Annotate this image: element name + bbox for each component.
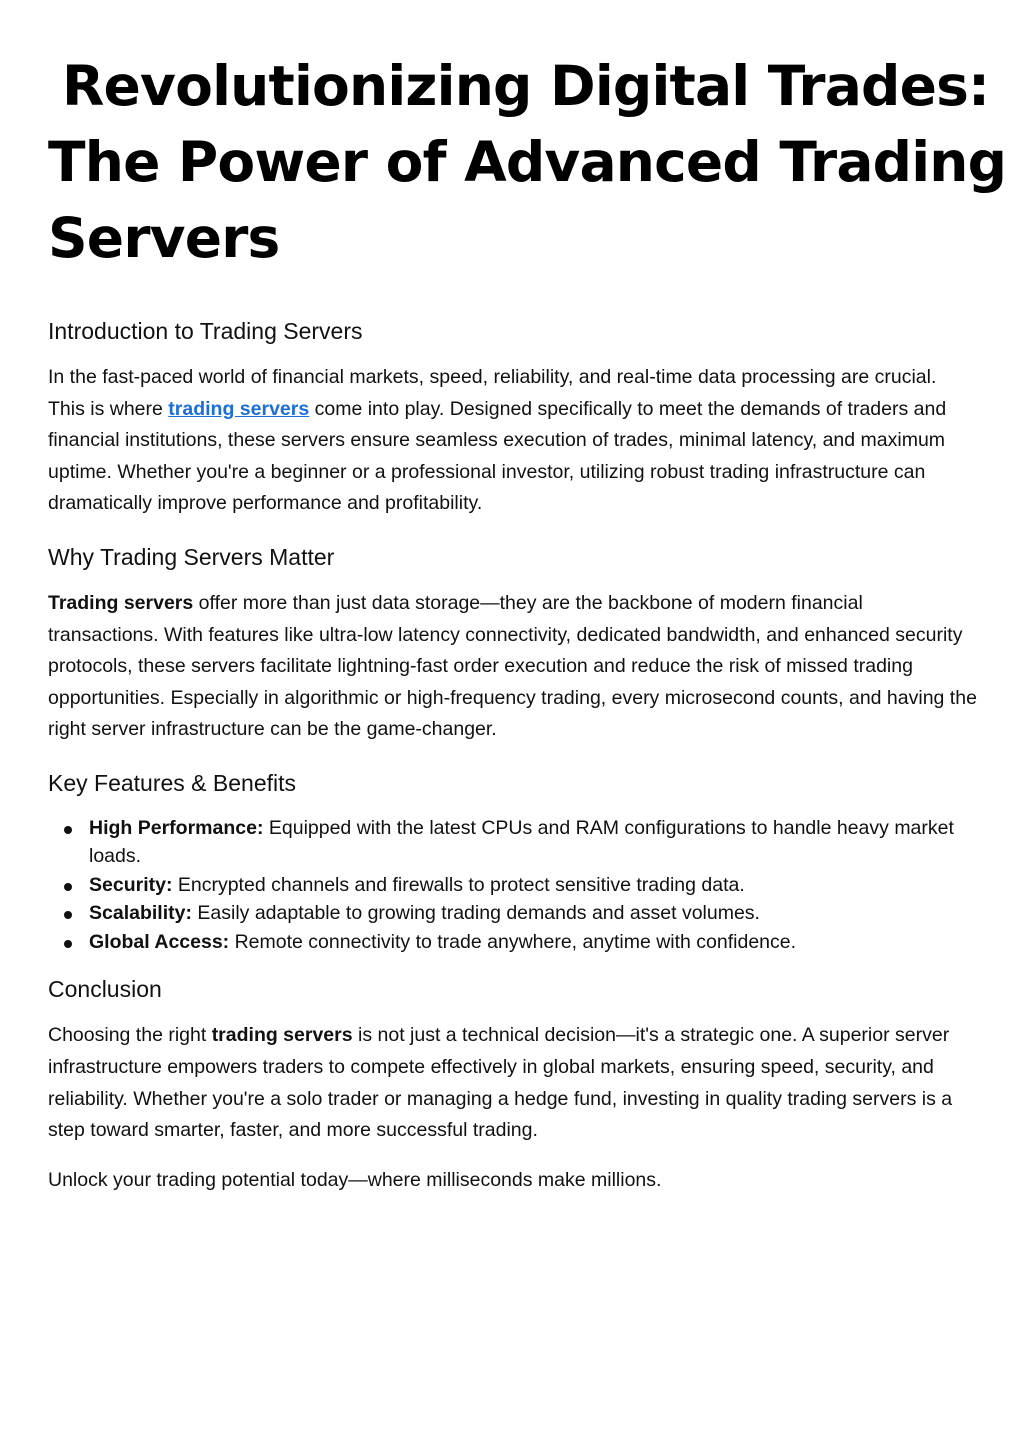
bullet-icon — [64, 826, 72, 834]
feature-label: Scalability: — [89, 902, 192, 925]
title-line-2: The Power of Advanced Trading — [48, 130, 1007, 194]
intro-paragraph — [48, 362, 978, 520]
conclusion-paragraph — [48, 1020, 978, 1146]
conclusion-bold: trading servers — [211, 1024, 353, 1047]
feature-label: High Performance: — [89, 816, 264, 839]
intro-text-start: In the fast-paced world of financial markets, speed, reliability, and real-time data processing are crucial. This is where — [48, 366, 937, 420]
feature-text: Remote connectivity to trade anywhere, anytime with confidence. — [229, 930, 797, 953]
list-item — [48, 814, 978, 871]
article — [48, 48, 1007, 1196]
features-heading: Key Features & Benefits — [48, 769, 297, 796]
bullet-icon — [64, 883, 72, 891]
feature-text: Equipped with the latest CPUs and RAM configurations to handle heavy market loads. — [89, 816, 954, 868]
list-item — [48, 871, 978, 900]
list-item — [48, 899, 978, 928]
conclusion-heading: Conclusion — [48, 976, 162, 1003]
trading-servers-link[interactable]: trading servers — [168, 397, 310, 420]
conclusion-text-start: Choosing the right — [48, 1024, 212, 1047]
title-line-1: Revolutionizing Digital Trades: — [62, 54, 990, 118]
why-bold-lead: Trading servers — [48, 591, 194, 614]
intro-text-end: come into play. Designed specifically to meet the demands of traders and financial institutions, these servers ensure seamless execution of trades, minimal latency, and maximum uptime. Whether you're a beginner or a professional investor, utilizing robust trading infrastructure can dramatically improve performance and profitability. — [48, 397, 947, 515]
features-list — [48, 814, 978, 957]
closing-line: Unlock your trading potential today—where milliseconds make millions. — [48, 1168, 662, 1191]
feature-text: Easily adaptable to growing trading demands and asset volumes. — [191, 902, 760, 925]
why-heading: Why Trading Servers Matter — [48, 543, 335, 570]
feature-text: Encrypted channels and firewalls to protect sensitive trading data. — [172, 873, 745, 896]
intro-heading: Introduction to Trading Servers — [48, 318, 363, 344]
why-paragraph — [48, 588, 978, 746]
feature-label: Security: — [89, 873, 173, 896]
list-item — [48, 928, 978, 957]
article-title — [48, 48, 1007, 276]
bullet-icon — [64, 911, 72, 919]
conclusion-text-end: is not just a technical decision—it's a strategic one. A superior server infrastructure empowers traders to compete effectively in global markets, ensuring speed, security, and reliability. Whether you're a solo trader or managing a hedge fund, investing in quality trading servers is a step toward smarter, faster, and more successful trading. — [48, 1024, 953, 1142]
bullet-icon — [64, 940, 72, 948]
feature-label: Global Access: — [89, 930, 230, 953]
title-line-3: Servers — [48, 206, 280, 270]
why-text: offer more than just data storage—they are the backbone of modern financial transactions. With features like ultra-low latency connectivity, dedicated bandwidth, and enhanced security protocols, these servers facilitate lightning-fast order execution and reduce the risk of missed trading opportunities. Especially in algorithmic or high-frequency trading, every microsecond counts, and having the right server infrastructure can be the game-changer. — [48, 591, 977, 741]
